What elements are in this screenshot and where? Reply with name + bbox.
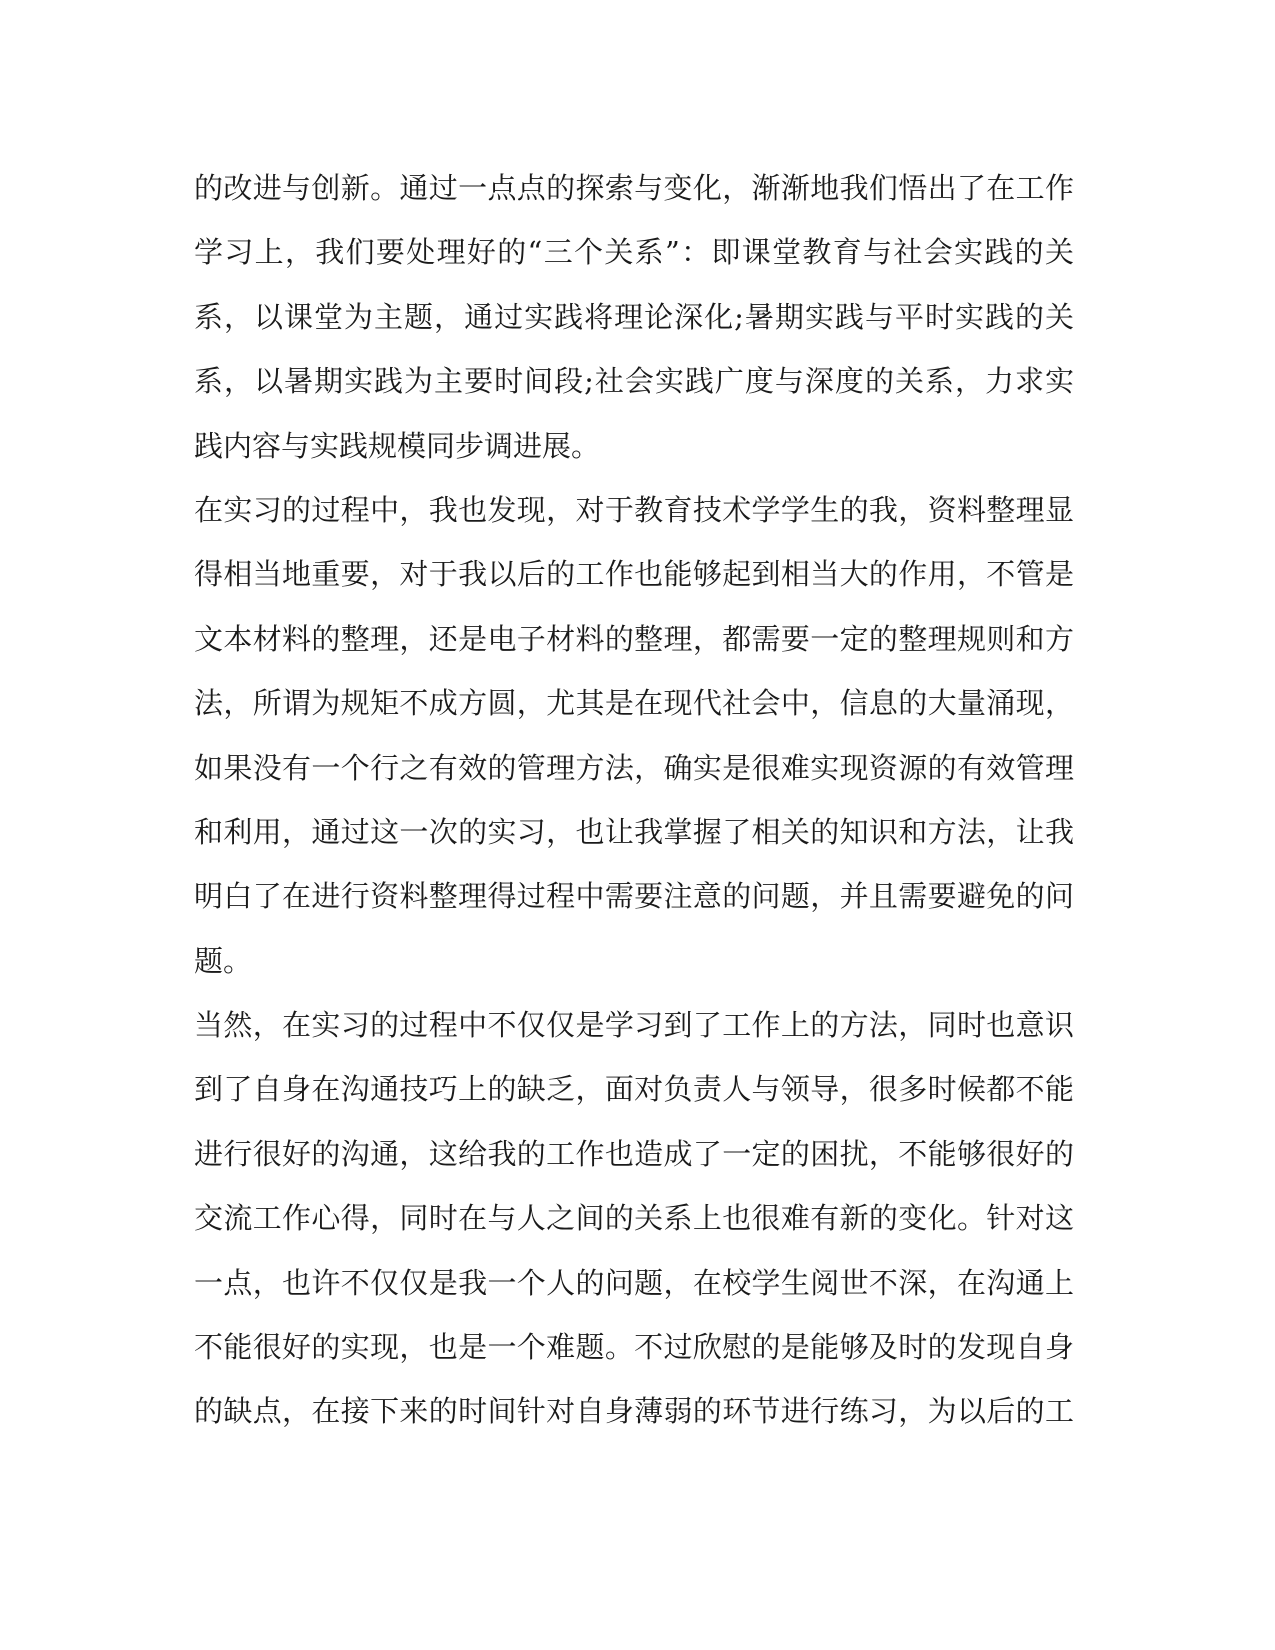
paragraph-1 <box>194 156 1074 478</box>
text-line: 在实习的过程中，我也发现，对于教育技术学学生的我，资料整理显 <box>194 492 1074 527</box>
text-line: 践内容与实践规模同步调进展。 <box>194 428 601 463</box>
body-text <box>194 156 1074 1444</box>
text-line: 当然，在实习的过程中不仅仅是学习到了工作上的方法，同时也意识 <box>194 1008 1074 1043</box>
text-line: 系，以课堂为主题，通过实践将理论深化;暑期实践与平时实践的关 <box>194 299 1074 334</box>
text-line: 到了自身在沟通技巧上的缺乏，面对负责人与领导，很多时候都不能 <box>194 1072 1074 1107</box>
text-line: 不能很好的实现，也是一个难题。不过欣慰的是能够及时的发现自身 <box>194 1330 1074 1365</box>
paragraph-3 <box>194 993 1074 1444</box>
text-line: 一点，也许不仅仅是我一个人的问题，在校学生阅世不深，在沟通上 <box>194 1265 1074 1300</box>
text-line: 交流工作心得，同时在与人之间的关系上也很难有新的变化。针对这 <box>194 1201 1074 1236</box>
text-line: 的改进与创新。通过一点点的探索与变化，渐渐地我们悟出了在工作 <box>194 171 1074 205</box>
text-line: 文本材料的整理，还是电子材料的整理，都需要一定的整理规则和方 <box>194 621 1074 656</box>
text-line: 明白了在进行资料整理得过程中需要注意的问题，并且需要避免的问 <box>194 879 1074 914</box>
text-line: 进行很好的沟通，这给我的工作也造成了一定的困扰，不能够很好的 <box>194 1136 1074 1171</box>
text-line: 系，以暑期实践为主要时间段;社会实践广度与深度的关系，力求实 <box>194 364 1074 399</box>
text-line: 和利用，通过这一次的实习，也让我掌握了相关的知识和方法，让我 <box>194 814 1074 849</box>
text-line: 学习上，我们要处理好的“三个关系”：即课堂教育与社会实践的关 <box>194 235 1074 270</box>
text-line: 的缺点，在接下来的时间针对自身薄弱的环节进行练习，为以后的工 <box>194 1394 1074 1429</box>
text-line: 题。 <box>194 943 253 978</box>
text-line: 法，所谓为规矩不成方圆，尤其是在现代社会中，信息的大量涌现， <box>194 686 1074 721</box>
text-line: 得相当地重要，对于我以后的工作也能够起到相当大的作用，不管是 <box>194 557 1074 592</box>
text-line: 如果没有一个行之有效的管理方法，确实是很难实现资源的有效管理 <box>194 750 1074 785</box>
paragraph-2 <box>194 478 1074 993</box>
